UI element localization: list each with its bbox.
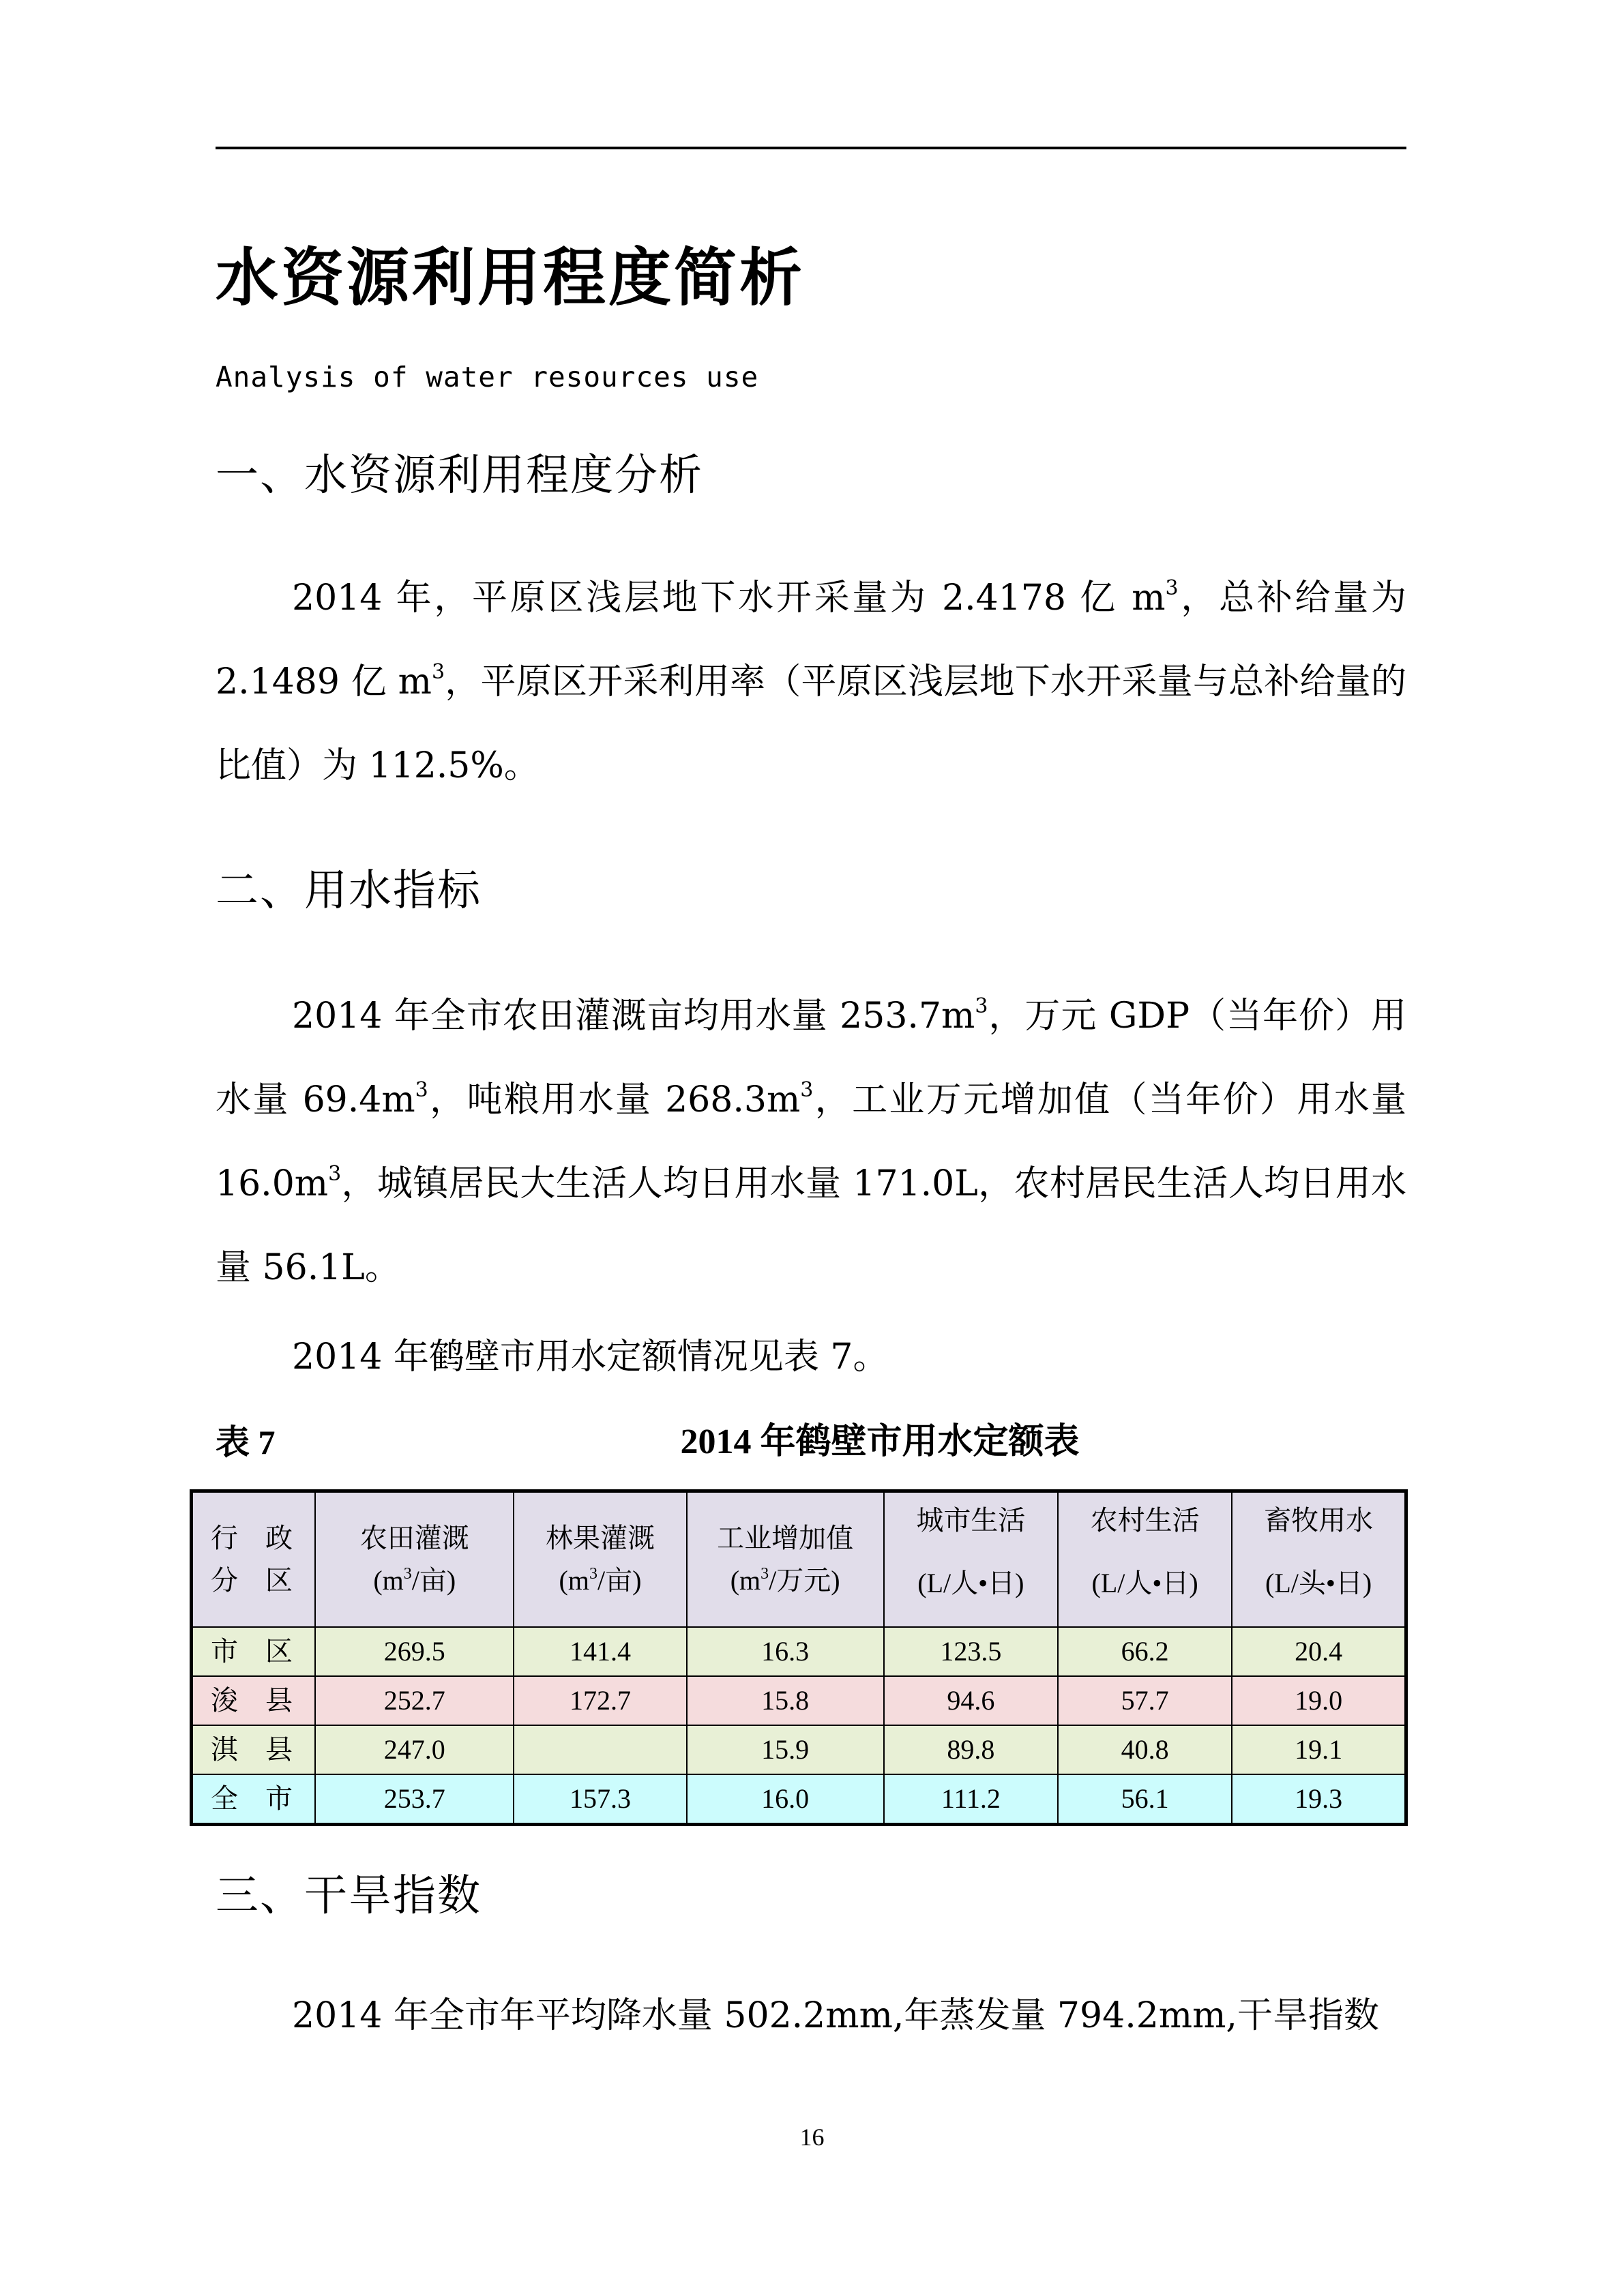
header-unit: (L/头•日)	[1265, 1568, 1372, 1598]
cell-value: 111.2	[884, 1774, 1058, 1825]
cell-value: 16.0	[687, 1774, 884, 1825]
header-orchard-irrigation	[514, 1491, 686, 1628]
header-urban-living	[884, 1491, 1058, 1628]
header-text: 行 政	[211, 1523, 293, 1553]
header-text: 城市生活	[916, 1505, 1026, 1536]
cell-value: 19.1	[1232, 1725, 1406, 1774]
cell-value: 56.1	[1058, 1774, 1232, 1825]
superscript: 3	[431, 660, 445, 684]
cell-value: 269.5	[315, 1627, 514, 1676]
section-3-heading: 三、干旱指数	[216, 1870, 482, 1920]
water-quota-table	[190, 1489, 1408, 1826]
superscript: 3	[403, 1565, 412, 1583]
cell-value	[514, 1725, 686, 1774]
cell-value: 57.7	[1058, 1676, 1232, 1725]
header-text: 分 区	[211, 1565, 293, 1596]
para-text: ，吨粮用水量 268.3m	[428, 1079, 801, 1120]
table-title: 2014 年鹤壁市用水定额表	[680, 1422, 1080, 1461]
cell-value: 15.9	[687, 1725, 884, 1774]
cell-region: 淇 县	[192, 1725, 316, 1774]
header-text: 农村生活	[1090, 1505, 1200, 1536]
superscript: 3	[415, 1078, 428, 1102]
cell-value: 141.4	[514, 1627, 686, 1676]
section-2-heading: 二、用水指标	[216, 865, 482, 915]
superscript: 3	[761, 1565, 769, 1583]
cell-value: 40.8	[1058, 1725, 1232, 1774]
page-subtitle: Analysis of water resources use	[216, 361, 759, 393]
cell-value: 172.7	[514, 1676, 686, 1725]
table-row	[192, 1725, 1406, 1774]
header-text: 畜牧用水	[1264, 1505, 1374, 1536]
cell-region: 市 区	[192, 1627, 316, 1676]
superscript: 3	[800, 1078, 814, 1102]
para-text: ，平原区开采利用率（平原区浅层地下水开采量与总补给量的比值）为 112.5%。	[216, 661, 1406, 786]
superscript: 3	[1165, 576, 1179, 600]
section-2-table-reference: 2014 年鹤壁市用水定额情况见表 7。	[292, 1337, 889, 1377]
section-1-heading: 一、水资源利用程度分析	[216, 450, 703, 500]
cell-value: 123.5	[884, 1627, 1058, 1676]
superscript: 3	[328, 1162, 342, 1186]
cell-value: 19.3	[1232, 1774, 1406, 1825]
cell-value: 16.3	[687, 1627, 884, 1676]
cell-value: 20.4	[1232, 1627, 1406, 1676]
cell-value: 94.6	[884, 1676, 1058, 1725]
header-region	[192, 1491, 316, 1628]
header-unit: /亩)	[411, 1565, 456, 1596]
header-unit: (m	[730, 1565, 761, 1596]
cell-value: 247.0	[315, 1725, 514, 1774]
header-rural-living	[1058, 1491, 1232, 1628]
header-text: 林果灌溉	[545, 1523, 655, 1553]
para-text: 2014 年，平原区浅层地下水开采量为 2.4178 亿 m	[292, 578, 1166, 618]
table-number: 表 7	[216, 1423, 276, 1461]
cell-value: 157.3	[514, 1774, 686, 1825]
section-3-paragraph: 2014 年全市年平均降水量 502.2mm,年蒸发量 794.2mm,干旱指数	[292, 1995, 1379, 2036]
para-text: ，工业万元增加值（当年价）用水量 16.0m	[216, 1079, 1406, 1204]
cell-value: 66.2	[1058, 1627, 1232, 1676]
page-number: 16	[799, 2123, 825, 2151]
table-row	[192, 1676, 1406, 1725]
superscript: 3	[589, 1565, 597, 1583]
header-text: 农田灌溉	[359, 1523, 469, 1553]
section-2-paragraph	[216, 974, 1406, 1310]
table-row	[192, 1774, 1406, 1825]
header-unit: (m	[559, 1565, 589, 1596]
cell-value: 89.8	[884, 1725, 1058, 1774]
para-text: ，总补给量为 2.1489 亿 m	[216, 578, 1406, 702]
header-unit: /万元)	[769, 1565, 840, 1596]
superscript: 3	[975, 994, 988, 1018]
cell-region: 浚 县	[192, 1676, 316, 1725]
header-industry	[687, 1491, 884, 1628]
para-text: 2014 年全市农田灌溉亩均用水量 253.7m	[292, 996, 975, 1037]
header-livestock	[1232, 1491, 1406, 1628]
header-text: 工业增加值	[717, 1523, 854, 1553]
cell-value: 252.7	[315, 1676, 514, 1725]
cell-value: 253.7	[315, 1774, 514, 1825]
header-farmland-irrigation	[315, 1491, 514, 1628]
header-unit: (L/人•日)	[1091, 1568, 1198, 1598]
table-header-row	[192, 1491, 1406, 1628]
header-unit: (m	[373, 1565, 404, 1596]
cell-region: 全 市	[192, 1774, 316, 1825]
header-unit: /亩)	[597, 1565, 642, 1596]
cell-value: 15.8	[687, 1676, 884, 1725]
para-text: ，城镇居民大生活人均日用水量 171.0L，农村居民生活人均日用水量 56.1L。	[216, 1163, 1406, 1288]
para-text: ，万元 GDP（当年价）用水量 69.4m	[216, 996, 1407, 1120]
page-title: 水资源利用程度简析	[216, 241, 806, 314]
cell-value: 19.0	[1232, 1676, 1406, 1725]
header-rule	[216, 147, 1406, 149]
table-row	[192, 1627, 1406, 1676]
header-unit: (L/人•日)	[917, 1568, 1024, 1598]
section-1-paragraph	[216, 556, 1406, 808]
